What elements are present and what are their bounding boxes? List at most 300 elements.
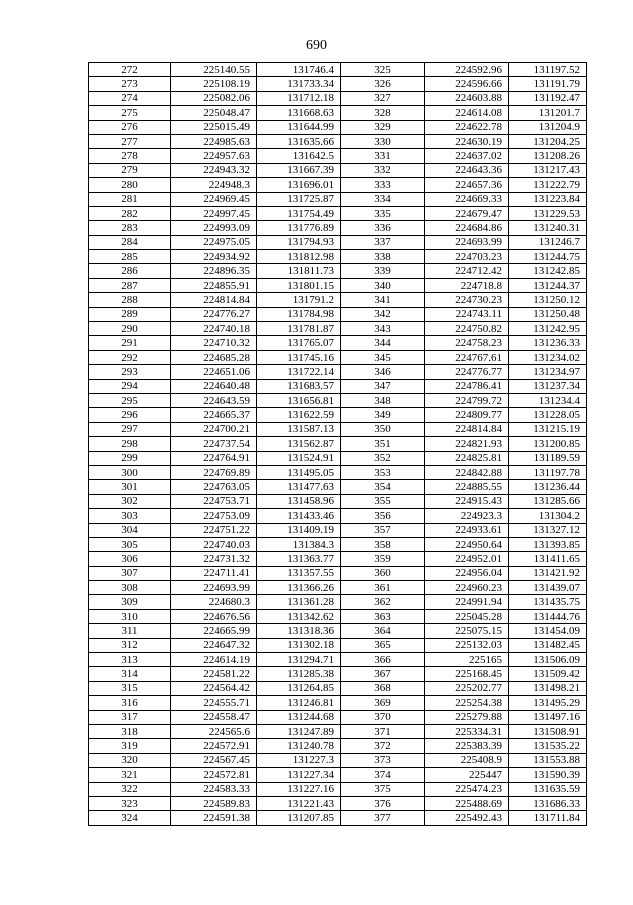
y-coordinate-right-cell: 131237.34 [509, 379, 587, 393]
table-row [89, 653, 587, 667]
point-number-left-cell: 322 [89, 782, 171, 796]
x-coordinate-left-cell: 224957.63 [171, 149, 257, 163]
x-coordinate-left-cell: 224764.91 [171, 451, 257, 465]
table-row [89, 696, 587, 710]
point-number-left-cell: 294 [89, 379, 171, 393]
x-coordinate-right-cell: 224657.36 [425, 178, 509, 192]
y-coordinate-left-cell: 131240.78 [257, 739, 341, 753]
point-number-left-cell: 277 [89, 134, 171, 148]
y-coordinate-right-cell: 131506.09 [509, 653, 587, 667]
table-row [89, 250, 587, 264]
x-coordinate-right-cell: 224693.99 [425, 235, 509, 249]
table-row [89, 120, 587, 134]
x-coordinate-right-cell: 224703.23 [425, 250, 509, 264]
y-coordinate-right-cell: 131236.44 [509, 480, 587, 494]
table-row [89, 624, 587, 638]
x-coordinate-right-cell: 225383.39 [425, 739, 509, 753]
x-coordinate-left-cell: 224997.45 [171, 206, 257, 220]
x-coordinate-right-cell: 224712.42 [425, 264, 509, 278]
x-coordinate-left-cell: 224572.81 [171, 768, 257, 782]
point-number-left-cell: 281 [89, 192, 171, 206]
point-number-left-cell: 310 [89, 609, 171, 623]
y-coordinate-left-cell: 131227.16 [257, 782, 341, 796]
x-coordinate-right-cell: 224603.88 [425, 91, 509, 105]
table-row [89, 365, 587, 379]
point-number-left-cell: 288 [89, 293, 171, 307]
x-coordinate-left-cell: 224943.32 [171, 163, 257, 177]
point-number-right-cell: 360 [341, 566, 425, 580]
y-coordinate-right-cell: 131508.91 [509, 724, 587, 738]
x-coordinate-right-cell: 224960.23 [425, 581, 509, 595]
table-row [89, 408, 587, 422]
point-number-left-cell: 302 [89, 494, 171, 508]
point-number-right-cell: 339 [341, 264, 425, 278]
y-coordinate-right-cell: 131535.22 [509, 739, 587, 753]
y-coordinate-left-cell: 131635.66 [257, 134, 341, 148]
x-coordinate-right-cell: 224730.23 [425, 293, 509, 307]
y-coordinate-right-cell: 131250.48 [509, 307, 587, 321]
x-coordinate-left-cell: 224651.06 [171, 365, 257, 379]
y-coordinate-right-cell: 131590.39 [509, 768, 587, 782]
x-coordinate-left-cell: 224676.56 [171, 609, 257, 623]
y-coordinate-left-cell: 131207.85 [257, 811, 341, 825]
y-coordinate-right-cell: 131686.33 [509, 796, 587, 810]
y-coordinate-right-cell: 131197.52 [509, 63, 587, 77]
x-coordinate-left-cell: 224737.54 [171, 437, 257, 451]
point-number-right-cell: 346 [341, 365, 425, 379]
point-number-left-cell: 290 [89, 322, 171, 336]
y-coordinate-right-cell: 131439.07 [509, 581, 587, 595]
point-number-right-cell: 337 [341, 235, 425, 249]
y-coordinate-right-cell: 131201.7 [509, 106, 587, 120]
y-coordinate-left-cell: 131812.98 [257, 250, 341, 264]
y-coordinate-right-cell: 131509.42 [509, 667, 587, 681]
x-coordinate-right-cell: 224821.93 [425, 437, 509, 451]
point-number-left-cell: 321 [89, 768, 171, 782]
x-coordinate-left-cell: 224591.38 [171, 811, 257, 825]
point-number-left-cell: 315 [89, 681, 171, 695]
x-coordinate-right-cell: 224814.84 [425, 422, 509, 436]
point-number-left-cell: 306 [89, 552, 171, 566]
y-coordinate-right-cell: 131191.79 [509, 77, 587, 91]
table-row [89, 796, 587, 810]
y-coordinate-left-cell: 131644.99 [257, 120, 341, 134]
table-row [89, 192, 587, 206]
point-number-right-cell: 355 [341, 494, 425, 508]
x-coordinate-left-cell: 224614.19 [171, 653, 257, 667]
point-number-left-cell: 289 [89, 307, 171, 321]
point-number-left-cell: 301 [89, 480, 171, 494]
x-coordinate-right-cell: 224630.19 [425, 134, 509, 148]
x-coordinate-right-cell: 225168.45 [425, 667, 509, 681]
y-coordinate-right-cell: 131482.45 [509, 638, 587, 652]
x-coordinate-right-cell: 225279.88 [425, 710, 509, 724]
x-coordinate-left-cell: 224776.27 [171, 307, 257, 321]
y-coordinate-left-cell: 131784.98 [257, 307, 341, 321]
x-coordinate-right-cell: 224767.61 [425, 350, 509, 364]
table-row [89, 710, 587, 724]
y-coordinate-right-cell: 131421.92 [509, 566, 587, 580]
table-row [89, 350, 587, 364]
y-coordinate-right-cell: 131234.02 [509, 350, 587, 364]
table-row [89, 595, 587, 609]
x-coordinate-left-cell: 225108.19 [171, 77, 257, 91]
y-coordinate-left-cell: 131712.18 [257, 91, 341, 105]
table-row [89, 480, 587, 494]
x-coordinate-left-cell: 224685.28 [171, 350, 257, 364]
table-row [89, 609, 587, 623]
y-coordinate-left-cell: 131361.28 [257, 595, 341, 609]
x-coordinate-right-cell: 224786.41 [425, 379, 509, 393]
x-coordinate-left-cell: 224711.41 [171, 566, 257, 580]
y-coordinate-right-cell: 131189.59 [509, 451, 587, 465]
point-number-right-cell: 332 [341, 163, 425, 177]
point-number-right-cell: 357 [341, 523, 425, 537]
table-row [89, 336, 587, 350]
x-coordinate-left-cell: 224896.35 [171, 264, 257, 278]
x-coordinate-right-cell: 225202.77 [425, 681, 509, 695]
y-coordinate-left-cell: 131683.57 [257, 379, 341, 393]
point-number-left-cell: 299 [89, 451, 171, 465]
point-number-right-cell: 364 [341, 624, 425, 638]
table-row [89, 63, 587, 77]
x-coordinate-right-cell: 225254.38 [425, 696, 509, 710]
y-coordinate-right-cell: 131250.12 [509, 293, 587, 307]
y-coordinate-right-cell: 131495.29 [509, 696, 587, 710]
point-number-left-cell: 275 [89, 106, 171, 120]
point-number-right-cell: 369 [341, 696, 425, 710]
x-coordinate-left-cell: 224710.32 [171, 336, 257, 350]
point-number-left-cell: 304 [89, 523, 171, 537]
point-number-right-cell: 376 [341, 796, 425, 810]
point-number-right-cell: 371 [341, 724, 425, 738]
x-coordinate-left-cell: 224753.09 [171, 509, 257, 523]
y-coordinate-left-cell: 131357.55 [257, 566, 341, 580]
x-coordinate-left-cell: 224680.3 [171, 595, 257, 609]
x-coordinate-left-cell: 225048.47 [171, 106, 257, 120]
x-coordinate-right-cell: 224718.8 [425, 278, 509, 292]
y-coordinate-right-cell: 131217.43 [509, 163, 587, 177]
y-coordinate-right-cell: 131711.84 [509, 811, 587, 825]
table-row [89, 163, 587, 177]
point-number-left-cell: 307 [89, 566, 171, 580]
table-row [89, 523, 587, 537]
y-coordinate-right-cell: 131204.25 [509, 134, 587, 148]
x-coordinate-right-cell: 225075.15 [425, 624, 509, 638]
x-coordinate-right-cell: 225165 [425, 653, 509, 667]
x-coordinate-left-cell: 224740.18 [171, 322, 257, 336]
point-number-right-cell: 370 [341, 710, 425, 724]
x-coordinate-left-cell: 224993.09 [171, 221, 257, 235]
x-coordinate-left-cell: 224693.99 [171, 581, 257, 595]
x-coordinate-right-cell: 224637.02 [425, 149, 509, 163]
y-coordinate-right-cell: 131435.75 [509, 595, 587, 609]
x-coordinate-left-cell: 224555.71 [171, 696, 257, 710]
x-coordinate-right-cell: 224592.96 [425, 63, 509, 77]
x-coordinate-left-cell: 224740.03 [171, 537, 257, 551]
y-coordinate-right-cell: 131229.53 [509, 206, 587, 220]
x-coordinate-right-cell: 224825.81 [425, 451, 509, 465]
point-number-left-cell: 279 [89, 163, 171, 177]
point-number-right-cell: 354 [341, 480, 425, 494]
y-coordinate-right-cell: 131223.84 [509, 192, 587, 206]
table-row [89, 77, 587, 91]
point-number-right-cell: 372 [341, 739, 425, 753]
table-row [89, 149, 587, 163]
point-number-left-cell: 319 [89, 739, 171, 753]
point-number-right-cell: 368 [341, 681, 425, 695]
y-coordinate-right-cell: 131208.26 [509, 149, 587, 163]
x-coordinate-left-cell: 225082.06 [171, 91, 257, 105]
table-row [89, 566, 587, 580]
y-coordinate-left-cell: 131642.5 [257, 149, 341, 163]
y-coordinate-right-cell: 131234.4 [509, 393, 587, 407]
y-coordinate-left-cell: 131294.71 [257, 653, 341, 667]
point-number-left-cell: 296 [89, 408, 171, 422]
table-row [89, 739, 587, 753]
point-number-left-cell: 285 [89, 250, 171, 264]
point-number-left-cell: 305 [89, 537, 171, 551]
point-number-right-cell: 356 [341, 509, 425, 523]
point-number-left-cell: 303 [89, 509, 171, 523]
x-coordinate-left-cell: 224583.33 [171, 782, 257, 796]
x-coordinate-left-cell: 224665.37 [171, 408, 257, 422]
y-coordinate-left-cell: 131696.01 [257, 178, 341, 192]
y-coordinate-left-cell: 131264.85 [257, 681, 341, 695]
table-row [89, 753, 587, 767]
y-coordinate-left-cell: 131227.34 [257, 768, 341, 782]
y-coordinate-left-cell: 131363.77 [257, 552, 341, 566]
point-number-left-cell: 323 [89, 796, 171, 810]
y-coordinate-left-cell: 131801.15 [257, 278, 341, 292]
point-number-right-cell: 363 [341, 609, 425, 623]
point-number-left-cell: 312 [89, 638, 171, 652]
table-row [89, 91, 587, 105]
point-number-right-cell: 334 [341, 192, 425, 206]
y-coordinate-left-cell: 131458.96 [257, 494, 341, 508]
point-number-left-cell: 286 [89, 264, 171, 278]
x-coordinate-right-cell: 224669.33 [425, 192, 509, 206]
y-coordinate-left-cell: 131587.13 [257, 422, 341, 436]
table-row [89, 768, 587, 782]
y-coordinate-left-cell: 131781.87 [257, 322, 341, 336]
table-row [89, 537, 587, 551]
point-number-right-cell: 343 [341, 322, 425, 336]
point-number-right-cell: 345 [341, 350, 425, 364]
point-number-left-cell: 317 [89, 710, 171, 724]
y-coordinate-left-cell: 131244.68 [257, 710, 341, 724]
x-coordinate-left-cell: 224572.91 [171, 739, 257, 753]
x-coordinate-right-cell: 224991.94 [425, 595, 509, 609]
x-coordinate-right-cell: 224596.66 [425, 77, 509, 91]
y-coordinate-left-cell: 131302.18 [257, 638, 341, 652]
table-row [89, 322, 587, 336]
page-number: 690 [306, 38, 327, 53]
y-coordinate-left-cell: 131668.63 [257, 106, 341, 120]
point-number-left-cell: 274 [89, 91, 171, 105]
x-coordinate-left-cell: 224647.32 [171, 638, 257, 652]
y-coordinate-right-cell: 131635.59 [509, 782, 587, 796]
y-coordinate-left-cell: 131495.05 [257, 465, 341, 479]
y-coordinate-left-cell: 131227.3 [257, 753, 341, 767]
y-coordinate-left-cell: 131733.34 [257, 77, 341, 91]
point-number-left-cell: 293 [89, 365, 171, 379]
y-coordinate-left-cell: 131562.87 [257, 437, 341, 451]
table-row [89, 681, 587, 695]
table-row [89, 811, 587, 825]
x-coordinate-right-cell: 224842.88 [425, 465, 509, 479]
table-row [89, 782, 587, 796]
y-coordinate-right-cell: 131242.85 [509, 264, 587, 278]
table-row [89, 581, 587, 595]
x-coordinate-left-cell: 224985.63 [171, 134, 257, 148]
table-row [89, 379, 587, 393]
y-coordinate-right-cell: 131454.09 [509, 624, 587, 638]
x-coordinate-right-cell: 224885.55 [425, 480, 509, 494]
point-number-left-cell: 295 [89, 393, 171, 407]
y-coordinate-right-cell: 131244.75 [509, 250, 587, 264]
x-coordinate-left-cell: 224731.32 [171, 552, 257, 566]
x-coordinate-left-cell: 224558.47 [171, 710, 257, 724]
table-row [89, 451, 587, 465]
point-number-right-cell: 333 [341, 178, 425, 192]
x-coordinate-right-cell: 224750.82 [425, 322, 509, 336]
x-coordinate-left-cell: 225015.49 [171, 120, 257, 134]
x-coordinate-right-cell: 224743.11 [425, 307, 509, 321]
coordinates-table [88, 62, 587, 826]
x-coordinate-right-cell: 224956.04 [425, 566, 509, 580]
table-body [89, 63, 587, 826]
y-coordinate-right-cell: 131242.95 [509, 322, 587, 336]
x-coordinate-left-cell: 224567.45 [171, 753, 257, 767]
y-coordinate-left-cell: 131791.2 [257, 293, 341, 307]
point-number-right-cell: 359 [341, 552, 425, 566]
point-number-right-cell: 353 [341, 465, 425, 479]
table-row [89, 509, 587, 523]
x-coordinate-right-cell: 224923.3 [425, 509, 509, 523]
point-number-right-cell: 347 [341, 379, 425, 393]
point-number-right-cell: 367 [341, 667, 425, 681]
y-coordinate-right-cell: 131234.97 [509, 365, 587, 379]
table-row [89, 307, 587, 321]
y-coordinate-left-cell: 131524.91 [257, 451, 341, 465]
x-coordinate-left-cell: 224975.05 [171, 235, 257, 249]
point-number-left-cell: 291 [89, 336, 171, 350]
x-coordinate-left-cell: 224640.48 [171, 379, 257, 393]
y-coordinate-left-cell: 131667.39 [257, 163, 341, 177]
y-coordinate-right-cell: 131553.88 [509, 753, 587, 767]
table-row [89, 465, 587, 479]
x-coordinate-right-cell: 224950.64 [425, 537, 509, 551]
point-number-right-cell: 327 [341, 91, 425, 105]
point-number-left-cell: 300 [89, 465, 171, 479]
y-coordinate-left-cell: 131776.89 [257, 221, 341, 235]
point-number-left-cell: 311 [89, 624, 171, 638]
point-number-right-cell: 358 [341, 537, 425, 551]
table-row [89, 235, 587, 249]
y-coordinate-left-cell: 131745.16 [257, 350, 341, 364]
y-coordinate-left-cell: 131656.81 [257, 393, 341, 407]
y-coordinate-left-cell: 131366.26 [257, 581, 341, 595]
x-coordinate-right-cell: 224679.47 [425, 206, 509, 220]
point-number-right-cell: 348 [341, 393, 425, 407]
point-number-left-cell: 282 [89, 206, 171, 220]
y-coordinate-right-cell: 131222.79 [509, 178, 587, 192]
point-number-left-cell: 308 [89, 581, 171, 595]
table-row [89, 134, 587, 148]
point-number-right-cell: 326 [341, 77, 425, 91]
x-coordinate-left-cell: 224581.22 [171, 667, 257, 681]
point-number-right-cell: 340 [341, 278, 425, 292]
y-coordinate-left-cell: 131246.81 [257, 696, 341, 710]
point-number-left-cell: 278 [89, 149, 171, 163]
x-coordinate-right-cell: 224684.86 [425, 221, 509, 235]
point-number-right-cell: 374 [341, 768, 425, 782]
y-coordinate-left-cell: 131811.73 [257, 264, 341, 278]
x-coordinate-right-cell: 225408.9 [425, 753, 509, 767]
x-coordinate-right-cell: 224933.61 [425, 523, 509, 537]
y-coordinate-right-cell: 131228.05 [509, 408, 587, 422]
y-coordinate-left-cell: 131342.62 [257, 609, 341, 623]
x-coordinate-left-cell: 224969.45 [171, 192, 257, 206]
x-coordinate-right-cell: 224915.43 [425, 494, 509, 508]
x-coordinate-left-cell: 224769.89 [171, 465, 257, 479]
table-row [89, 206, 587, 220]
y-coordinate-right-cell: 131393.85 [509, 537, 587, 551]
point-number-left-cell: 287 [89, 278, 171, 292]
point-number-left-cell: 314 [89, 667, 171, 681]
x-coordinate-left-cell: 224565.6 [171, 724, 257, 738]
y-coordinate-left-cell: 131754.49 [257, 206, 341, 220]
x-coordinate-left-cell: 224589.83 [171, 796, 257, 810]
point-number-left-cell: 284 [89, 235, 171, 249]
point-number-right-cell: 375 [341, 782, 425, 796]
point-number-right-cell: 330 [341, 134, 425, 148]
x-coordinate-left-cell: 224564.42 [171, 681, 257, 695]
table-row [89, 278, 587, 292]
y-coordinate-right-cell: 131204.9 [509, 120, 587, 134]
y-coordinate-right-cell: 131497.16 [509, 710, 587, 724]
x-coordinate-right-cell: 224776.77 [425, 365, 509, 379]
point-number-right-cell: 325 [341, 63, 425, 77]
y-coordinate-right-cell: 131285.66 [509, 494, 587, 508]
y-coordinate-right-cell: 131244.37 [509, 278, 587, 292]
point-number-right-cell: 328 [341, 106, 425, 120]
x-coordinate-left-cell: 224814.84 [171, 293, 257, 307]
point-number-right-cell: 377 [341, 811, 425, 825]
point-number-right-cell: 373 [341, 753, 425, 767]
x-coordinate-left-cell: 224855.91 [171, 278, 257, 292]
table-row [89, 552, 587, 566]
y-coordinate-left-cell: 131409.19 [257, 523, 341, 537]
table-row [89, 494, 587, 508]
y-coordinate-left-cell: 131622.59 [257, 408, 341, 422]
point-number-left-cell: 280 [89, 178, 171, 192]
table-row [89, 221, 587, 235]
y-coordinate-left-cell: 131318.36 [257, 624, 341, 638]
point-number-left-cell: 313 [89, 653, 171, 667]
point-number-left-cell: 298 [89, 437, 171, 451]
y-coordinate-right-cell: 131215.19 [509, 422, 587, 436]
y-coordinate-left-cell: 131477.63 [257, 480, 341, 494]
x-coordinate-right-cell: 225474.23 [425, 782, 509, 796]
point-number-left-cell: 272 [89, 63, 171, 77]
point-number-right-cell: 352 [341, 451, 425, 465]
point-number-left-cell: 273 [89, 77, 171, 91]
x-coordinate-right-cell: 224643.36 [425, 163, 509, 177]
point-number-right-cell: 366 [341, 653, 425, 667]
table-row [89, 393, 587, 407]
